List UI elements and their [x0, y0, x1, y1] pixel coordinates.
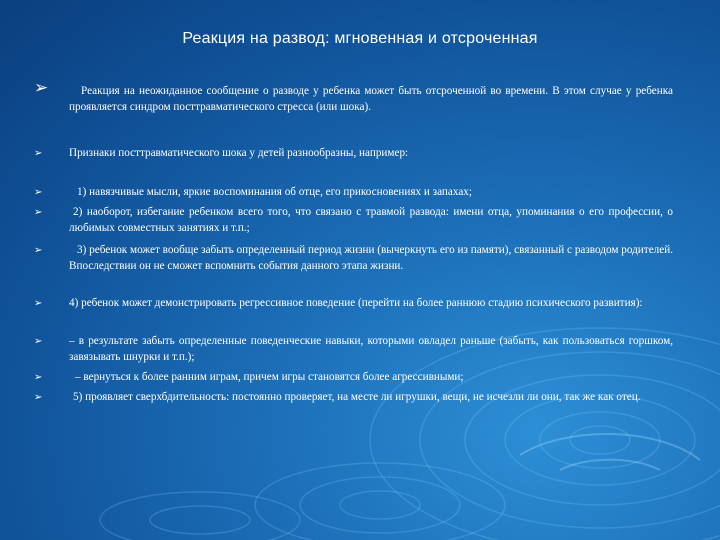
bullet-text: Реакция на неожиданное сообщение о разводе у ребенка может быть отсроченной во времени. В этом случае у ребенка проявляется синдром посттравматического стресса (или шока). [69, 85, 673, 113]
bullet-text: 2) наоборот, избегание ребенком всего того, что связано с травмой развода: имени отца, упоминания о его профессии, о любимых совместных занятиях и т.п.; [69, 206, 673, 234]
arrowhead-bullet-icon: ➢ [34, 187, 43, 198]
bullet-text: – в результате забыть определенные поведенческие навыки, которыми овладел раньше (забыть, как пользоваться горшком, завязывать шнурки и т.п.); [69, 335, 673, 363]
arrowhead-bullet-icon: ➢ [34, 392, 43, 403]
bullet-text: Признаки посттравматического шока у детей разнообразны, например: [69, 147, 409, 159]
arrowhead-bullet-icon: ➢ [34, 298, 43, 309]
arrowhead-bullet-icon: ➢ [34, 148, 43, 159]
arrowhead-bullet-icon: ➢ [34, 78, 49, 98]
slide-title: Реакция на развод: мгновенная и отсроченная [182, 30, 538, 47]
arrowhead-bullet-icon: ➢ [34, 372, 43, 383]
bullet-text: 3) ребенок может вообще забыть определенный период жизни (вычеркнуть его из памяти), связанный с разводом родителей. Впоследствии он не сможет вспомнить события данного этапа жизни. [69, 244, 673, 272]
bullet-text: – вернуться к более ранним играм, причем игры становятся более агрессивными; [75, 371, 464, 383]
arrowhead-bullet-icon: ➢ [34, 336, 43, 347]
arrowhead-bullet-icon: ➢ [34, 245, 43, 256]
arrowhead-bullet-icon: ➢ [34, 207, 43, 218]
bullet-text: 4) ребенок может демонстрировать регрессивное поведение (перейти на более раннюю стадию психического развития): [69, 297, 643, 309]
bullet-text: 1) навязчивые мысли, яркие воспоминания об отце, его прикосновениях и запахах; [77, 186, 472, 198]
bullet-text: 5) проявляет сверхбдительность: постоянно проверяет, на месте ли игрушки, вещи, не исчезли ли они, так же как отец. [73, 391, 641, 403]
